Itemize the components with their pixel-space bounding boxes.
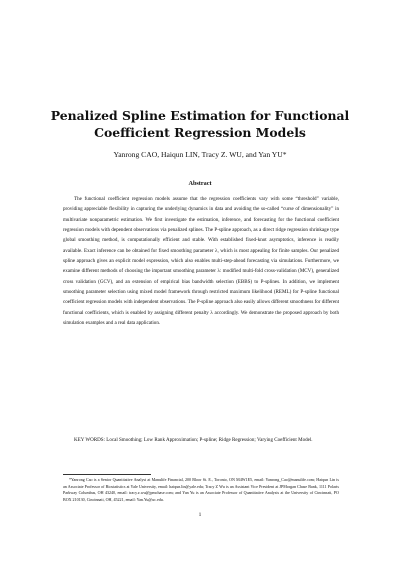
author-list: Yanrong CAO, Haiqun LIN, Tracy Z. WU, and Yan YU*: [113, 150, 287, 159]
page-number: 1: [198, 512, 202, 518]
keywords-line: KEY WORDS: Local Smoothing; Low Rank Approximation; P-spline; Ridge Regression; Varying Coefficient Model.: [74, 437, 313, 443]
author-affiliation-footnote: *Yanrong Cao is a Senior Quantitative Analyst at Manulife Financial, 200 Bloor St. E., Toronto, ON M4W1E5, email: Yanrong_Cao@manulife.com; Haiqun Lin is an Associate Professor of Biostatistics at Yale University, email: haiqun.lin@yale.edu; Tracy Z Wu is an Assistant Vice President at JPMorgan Chase Bank, 1111 Polaris Parkway Columbus, OH 43240, email: tracy.z.wu@jpmchase.com; and Yan Yu is an Associate Professor of Quantitative Analysis at the University of Cincinnati, PO BOX 210130, Cincinnati, OH, 45221, email: Yan.Yu@uc.edu.: [63, 477, 339, 502]
abstract-paragraph: The functional coefficient regression models assume that the regression coefficients vary with some “threshold” variable, providing appreciable flexibility in capturing the underlying dynamics in data and avoiding the so-called “curse of dimensionality” in multivariate nonparametric estimation. We first investigate the estimation, inference, and forecasting for the functional coefficient regression models with dependent observations via penalized splines. The P-spline approach, as a direct ridge regression shrinkage type global smoothing method, is computationally efficient and stable. With established fixed-knot asymptotics, inference is readily available. Exact inference can be obtained for fixed smoothing parameter λ, which is most appealing for finite samples. Our penalized spline approach gives an explicit model expression, which also enables multi-step-ahead forecasting via simulations. Furthermore, we examine different methods of choosing the important smoothing parameter λ: modified multi-fold cross-validation (MCV), generalized cross validation (GCV), and an extension of empirical bias bandwidth selection (EBBS) to P-splines. In addition, we implement smoothing parameter selection using mixed model framework through restricted maximum likelihood (REML) for P-spline functional coefficient regression models with independent observations. The P-spline approach also easily allows different smoothness for different functional coefficients, which is enabled by assigning different penalty λ accordingly. We demonstrate the proposed approach by both simulation examples and a real data application.: [63, 196, 340, 327]
abstract-body: [63, 194, 339, 328]
paper-title: Penalized Spline Estimation for Functional Coefficient Regression Models: [50, 108, 350, 140]
abstract-heading: Abstract: [188, 180, 212, 187]
footnote-divider: [63, 474, 151, 475]
